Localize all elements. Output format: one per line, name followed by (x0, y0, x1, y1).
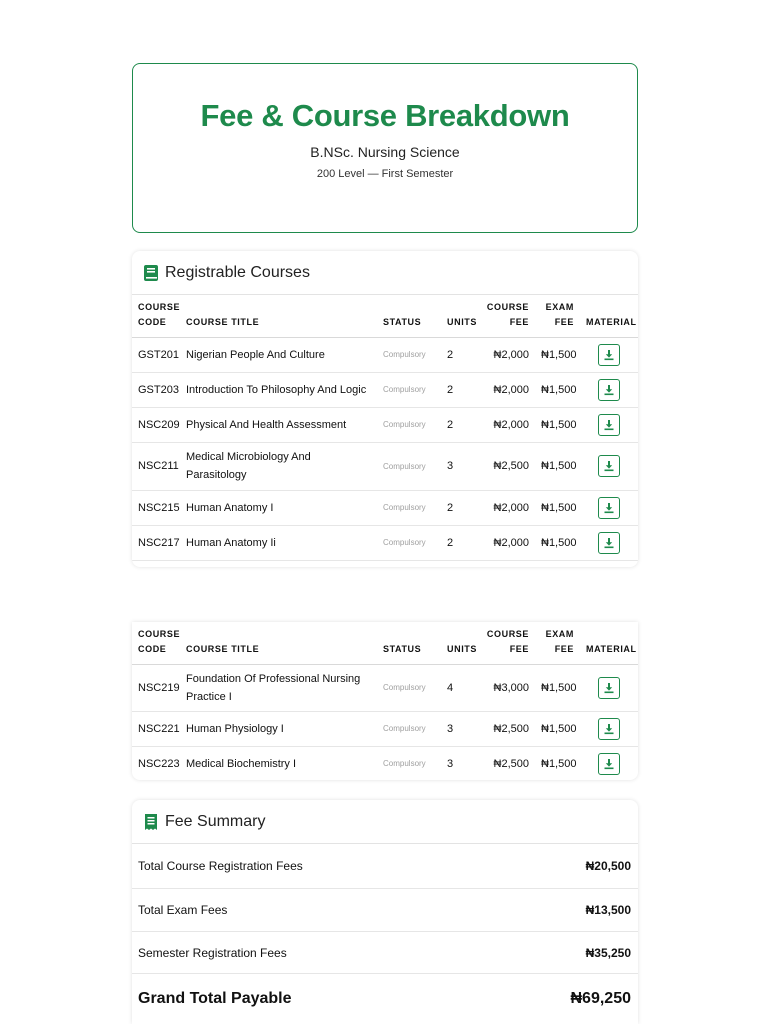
download-icon (603, 349, 615, 361)
col-course-fee: COURSE FEE (479, 622, 535, 664)
col-course-code: COURSE CODE (132, 295, 180, 337)
course-status: Compulsory (377, 664, 441, 711)
material-cell (580, 407, 638, 442)
exam-fee: ₦1,500 (535, 664, 580, 711)
course-fee: ₦2,000 (479, 337, 535, 372)
course-fee: ₦2,000 (479, 525, 535, 560)
course-title: Foundation Of Professional Nursing Practice I (180, 664, 377, 711)
header-card (132, 63, 638, 233)
courses-card-header (132, 251, 638, 295)
material-cell (580, 337, 638, 372)
course-code: NSC221 (132, 711, 180, 746)
download-icon (603, 460, 615, 472)
course-status: Compulsory (377, 490, 441, 525)
course-row (132, 442, 638, 490)
col-status: STATUS (377, 295, 441, 337)
download-icon (603, 419, 615, 431)
course-code: NSC223 (132, 746, 180, 780)
material-cell (580, 442, 638, 490)
courses-table-header (132, 622, 638, 664)
col-course-title: COURSE TITLE (180, 622, 377, 664)
course-status: Compulsory (377, 372, 441, 407)
course-units: 2 (441, 337, 479, 372)
fee-value: ₦35,250 (585, 945, 631, 960)
course-title: Human Anatomy Ii (180, 525, 377, 560)
course-title: Medical Biochemistry I (180, 746, 377, 780)
exam-fee: ₦1,500 (535, 442, 580, 490)
course-title: Introduction To Philosophy And Logic (180, 372, 377, 407)
download-material-button[interactable] (598, 455, 620, 477)
material-cell (580, 490, 638, 525)
material-cell (580, 711, 638, 746)
col-units: UNITS (441, 295, 479, 337)
course-status: Compulsory (377, 407, 441, 442)
col-exam-fee: EXAM FEE (535, 295, 580, 337)
download-material-button[interactable] (598, 379, 620, 401)
courses-table-continued (132, 622, 638, 780)
course-status: Compulsory (377, 525, 441, 560)
download-material-button[interactable] (598, 532, 620, 554)
course-status: Compulsory (377, 442, 441, 490)
course-fee: ₦2,500 (479, 442, 535, 490)
grand-total-row (132, 974, 638, 1024)
course-row (132, 746, 638, 780)
material-cell (580, 525, 638, 560)
fee-row-course-registration (132, 844, 638, 889)
course-title: Physical And Health Assessment (180, 407, 377, 442)
col-course-fee: COURSE FEE (479, 295, 535, 337)
download-material-button[interactable] (598, 677, 620, 699)
courses-table (132, 295, 638, 561)
download-material-button[interactable] (598, 497, 620, 519)
fee-value: ₦13,500 (585, 903, 631, 917)
course-units: 2 (441, 372, 479, 407)
course-row (132, 372, 638, 407)
course-code: GST203 (132, 372, 180, 407)
fee-value: ₦20,500 (585, 859, 631, 873)
level-semester: 200 Level — First Semester (316, 168, 454, 180)
courses-table-header (132, 295, 638, 337)
exam-fee: ₦1,500 (535, 525, 580, 560)
program-name: B.NSc. Nursing Science (310, 144, 460, 160)
exam-fee: ₦1,500 (535, 711, 580, 746)
course-fee: ₦2,000 (479, 407, 535, 442)
course-title: Medical Microbiology And Parasitology (180, 442, 377, 490)
course-units: 4 (441, 664, 479, 711)
material-cell (580, 746, 638, 780)
course-row (132, 711, 638, 746)
course-status: Compulsory (377, 337, 441, 372)
course-fee: ₦2,500 (479, 711, 535, 746)
course-status: Compulsory (377, 746, 441, 780)
fee-summary-header (132, 800, 638, 844)
download-material-button[interactable] (598, 414, 620, 436)
course-fee: ₦2,000 (479, 372, 535, 407)
course-row (132, 664, 638, 711)
book-icon (143, 264, 159, 282)
exam-fee: ₦1,500 (535, 337, 580, 372)
fee-summary-title: Fee Summary (165, 812, 266, 830)
fee-summary-card (132, 800, 638, 1024)
course-title: Human Physiology I (180, 711, 377, 746)
col-exam-fee: EXAM FEE (535, 622, 580, 664)
download-icon (603, 537, 615, 549)
registrable-courses-card-continued (132, 622, 638, 780)
col-material: MATERIAL (580, 622, 638, 664)
receipt-icon (143, 813, 159, 831)
exam-fee: ₦1,500 (535, 490, 580, 525)
course-status: Compulsory (377, 711, 441, 746)
download-icon (603, 723, 615, 735)
page-title: Fee & Course Breakdown (200, 98, 570, 133)
course-fee: ₦2,500 (479, 746, 535, 780)
material-cell (580, 372, 638, 407)
fee-row-exam (132, 889, 638, 932)
fee-label: Total Course Registration Fees (138, 859, 303, 873)
download-material-button[interactable] (598, 753, 620, 775)
download-icon (603, 682, 615, 694)
course-fee: ₦3,000 (479, 664, 535, 711)
course-code: NSC211 (132, 442, 180, 490)
course-fee: ₦2,000 (479, 490, 535, 525)
course-code: NSC215 (132, 490, 180, 525)
col-course-title: COURSE TITLE (180, 295, 377, 337)
course-units: 2 (441, 407, 479, 442)
material-cell (580, 664, 638, 711)
col-status: STATUS (377, 622, 441, 664)
download-icon (603, 502, 615, 514)
course-units: 2 (441, 490, 479, 525)
download-icon (603, 384, 615, 396)
course-units: 3 (441, 746, 479, 780)
course-code: NSC217 (132, 525, 180, 560)
fee-label: Total Exam Fees (138, 903, 228, 917)
course-code: GST201 (132, 337, 180, 372)
course-units: 3 (441, 442, 479, 490)
course-row (132, 525, 638, 560)
course-code: NSC209 (132, 407, 180, 442)
course-row (132, 490, 638, 525)
course-code: NSC219 (132, 664, 180, 711)
exam-fee: ₦1,500 (535, 407, 580, 442)
course-title: Nigerian People And Culture (180, 337, 377, 372)
grand-total-value: ₦69,250 (570, 990, 631, 1007)
grand-total-label: Grand Total Payable (138, 990, 292, 1007)
course-row (132, 407, 638, 442)
course-title: Human Anatomy I (180, 490, 377, 525)
registrable-courses-card (132, 251, 638, 567)
download-icon (603, 758, 615, 770)
col-course-code: COURSE CODE (132, 622, 180, 664)
download-material-button[interactable] (598, 344, 620, 366)
courses-section-title: Registrable Courses (165, 263, 310, 281)
fee-row-semester-registration (132, 932, 638, 974)
col-material: MATERIAL (580, 295, 638, 337)
col-units: UNITS (441, 622, 479, 664)
exam-fee: ₦1,500 (535, 746, 580, 780)
course-units: 3 (441, 711, 479, 746)
course-units: 2 (441, 525, 479, 560)
exam-fee: ₦1,500 (535, 372, 580, 407)
fee-label: Semester Registration Fees (138, 945, 287, 960)
download-material-button[interactable] (598, 718, 620, 740)
course-row (132, 337, 638, 372)
